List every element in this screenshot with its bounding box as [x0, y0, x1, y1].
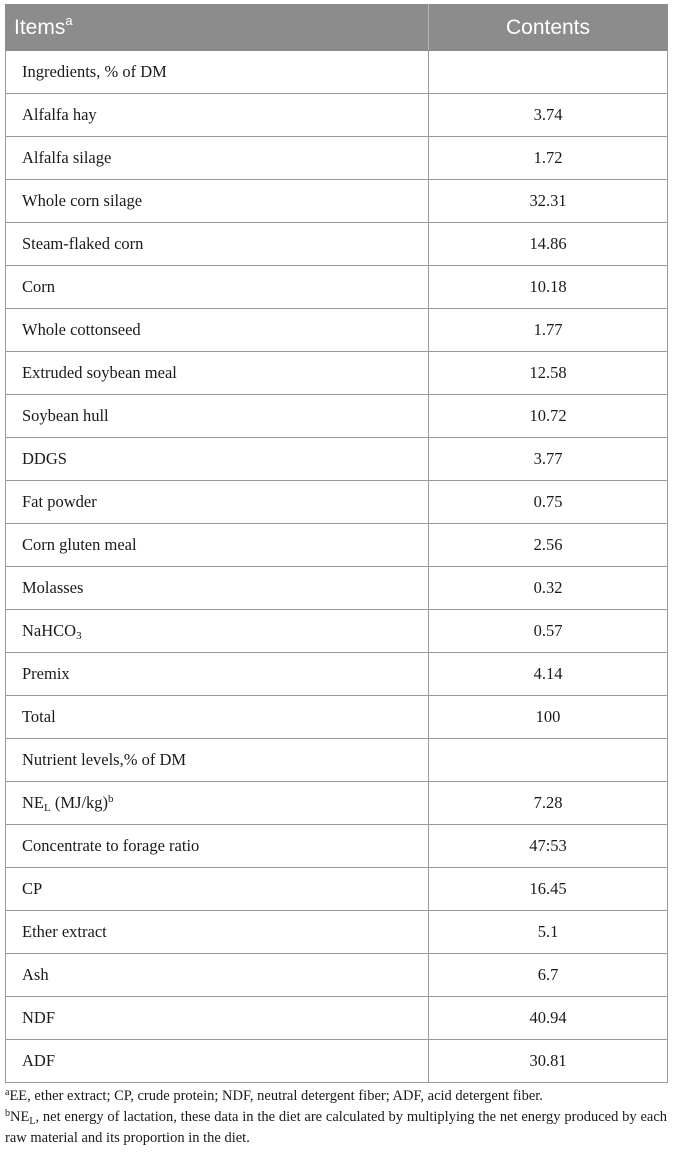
row-value: 7.28 [429, 782, 668, 825]
row-label-text: Premix [22, 664, 70, 683]
table-row [6, 954, 668, 997]
row-label [6, 481, 429, 524]
table-row [6, 94, 668, 137]
table-row [6, 997, 668, 1040]
row-label [6, 825, 429, 868]
table-row [6, 696, 668, 739]
row-label-text: Alfalfa silage [22, 148, 112, 167]
row-value: 30.81 [429, 1040, 668, 1083]
row-label [6, 438, 429, 481]
header-items [6, 5, 429, 51]
row-label-text: Steam-flaked corn [22, 234, 144, 253]
table-row [6, 309, 668, 352]
row-label-text: Ingredients, % of DM [22, 62, 167, 81]
row-value: 32.31 [429, 180, 668, 223]
row-label-text: Soybean hull [22, 406, 109, 425]
row-label [6, 868, 429, 911]
footnote-b-marker: b [5, 1108, 10, 1119]
row-label-unit: (MJ/kg) [50, 793, 109, 812]
row-label [6, 610, 429, 653]
row-value: 5.1 [429, 911, 668, 954]
footnote-a [5, 1086, 667, 1107]
row-value: 3.77 [429, 438, 668, 481]
row-label [6, 782, 429, 825]
row-value: 10.18 [429, 266, 668, 309]
table-footnotes [5, 1086, 667, 1149]
row-value: 16.45 [429, 868, 668, 911]
row-label-text: NaHCO [22, 621, 77, 640]
row-label [6, 997, 429, 1040]
footnote-a-marker: a [5, 1087, 10, 1098]
table-row [6, 266, 668, 309]
row-value: 40.94 [429, 997, 668, 1040]
table-row [6, 223, 668, 266]
row-label-text: NDF [22, 1008, 56, 1027]
row-label-subscript: 3 [76, 630, 82, 642]
row-label-text: Corn gluten meal [22, 535, 137, 554]
table-row [6, 610, 668, 653]
row-value: 0.75 [429, 481, 668, 524]
header-contents: Contents [429, 5, 668, 51]
row-value: 14.86 [429, 223, 668, 266]
row-value: 0.32 [429, 567, 668, 610]
row-label [6, 352, 429, 395]
row-value: 2.56 [429, 524, 668, 567]
row-label-text: Whole corn silage [22, 191, 143, 210]
header-items-footnote-marker: a [65, 12, 73, 28]
row-label-text: ADF [22, 1051, 56, 1070]
table-row [6, 1040, 668, 1083]
table-row [6, 352, 668, 395]
table-row [6, 739, 668, 782]
row-label-text: Extruded soybean meal [22, 363, 177, 382]
table-row [6, 51, 668, 94]
row-label [6, 696, 429, 739]
footnote-b-abbr: NE [10, 1109, 30, 1125]
row-label [6, 395, 429, 438]
row-label-text: DDGS [22, 449, 67, 468]
row-label-text: NE [22, 793, 44, 812]
table-body [6, 51, 668, 1083]
table-row [6, 911, 668, 954]
row-label [6, 567, 429, 610]
header-items-label: Items [14, 15, 66, 39]
row-value: 47:53 [429, 825, 668, 868]
row-label-text: Ether extract [22, 922, 107, 941]
row-label-text: Corn [22, 277, 55, 296]
table-row [6, 524, 668, 567]
footnote-b-abbr-sub: L [29, 1116, 36, 1127]
row-label-footnote-marker: b [108, 793, 114, 805]
row-label [6, 1040, 429, 1083]
row-value: 3.74 [429, 94, 668, 137]
row-value [429, 739, 668, 782]
row-label-text: Fat powder [22, 492, 97, 511]
table-row [6, 782, 668, 825]
row-label-text: Concentrate to forage ratio [22, 836, 200, 855]
row-label-text: Whole cottonseed [22, 320, 141, 339]
table-row [6, 395, 668, 438]
row-value: 100 [429, 696, 668, 739]
footnote-a-text: EE, ether extract; CP, crude protein; NDF, neutral detergent fiber; ADF, acid detergent fiber. [9, 1088, 543, 1104]
row-value: 12.58 [429, 352, 668, 395]
row-label-text: Alfalfa hay [22, 105, 97, 124]
row-label [6, 739, 429, 782]
row-label [6, 94, 429, 137]
table-row [6, 653, 668, 696]
row-label-text: Ash [22, 965, 49, 984]
row-label-text: Nutrient levels,% of DM [22, 750, 187, 769]
row-label-text: Molasses [22, 578, 84, 597]
row-value: 6.7 [429, 954, 668, 997]
row-label [6, 180, 429, 223]
row-label [6, 954, 429, 997]
table-row [6, 180, 668, 223]
row-label [6, 524, 429, 567]
row-value: 1.77 [429, 309, 668, 352]
row-label-subscript: L [44, 802, 51, 814]
table-row [6, 567, 668, 610]
table-header-row [6, 5, 668, 51]
footnote-b [5, 1107, 667, 1149]
footnote-b-text: , net energy of lactation, these data in the diet are calculated by multiplying the net energy produced by each raw material and its proportion in the diet. [5, 1109, 667, 1146]
row-value: 4.14 [429, 653, 668, 696]
diet-composition-table [5, 4, 668, 1083]
table-row [6, 868, 668, 911]
table-row [6, 825, 668, 868]
row-value: 1.72 [429, 137, 668, 180]
row-label [6, 309, 429, 352]
row-value: 10.72 [429, 395, 668, 438]
row-label [6, 137, 429, 180]
row-value [429, 51, 668, 94]
table-row [6, 438, 668, 481]
row-label-text: Total [22, 707, 56, 726]
table-row [6, 137, 668, 180]
row-label [6, 911, 429, 954]
row-value: 0.57 [429, 610, 668, 653]
row-label [6, 223, 429, 266]
row-label [6, 653, 429, 696]
row-label [6, 51, 429, 94]
table-row [6, 481, 668, 524]
row-label-text: CP [22, 879, 43, 898]
row-label [6, 266, 429, 309]
